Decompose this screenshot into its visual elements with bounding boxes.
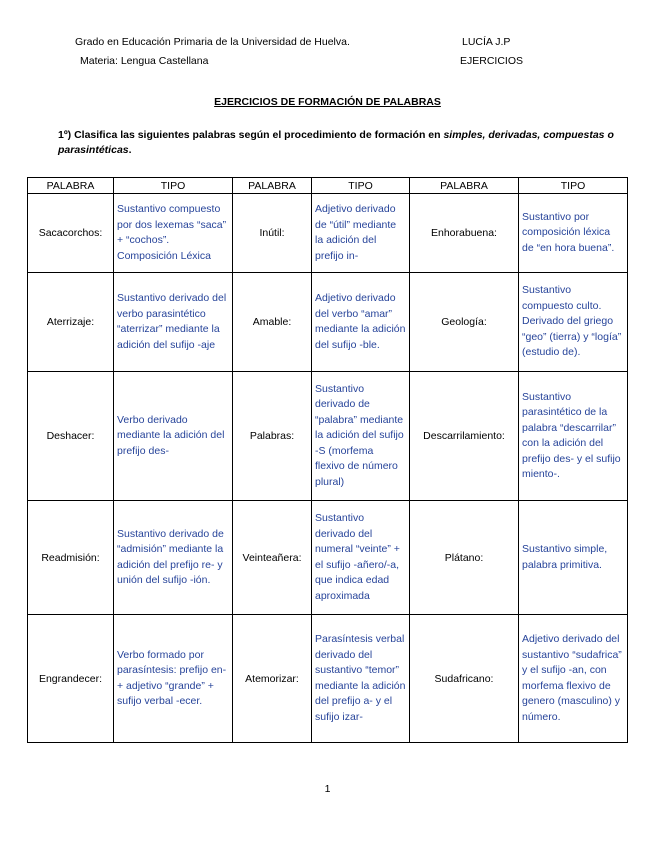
table-row <box>28 372 628 501</box>
type-cell: Sustantivo compuesto por dos lexemas “saca” + “cochos”. Composición Léxica <box>114 194 233 273</box>
type-cell: Sustantivo derivado del numeral “veinte” + el sufijo -añero/-a, que indica edad aproximada <box>312 501 410 615</box>
table-row <box>28 615 628 743</box>
word-cell: Deshacer: <box>28 372 114 501</box>
type-cell: Sustantivo derivado del verbo parasintético “aterrizar” mediante la adición del sufijo -aje <box>114 273 233 372</box>
word-cell: Sudafricano: <box>410 615 519 743</box>
header-tipo: TIPO <box>114 178 233 194</box>
type-cell: Sustantivo derivado de “palabra” mediante la adición del sufijo -S (morfema flexivo de número plural) <box>312 372 410 501</box>
word-cell: Engrandecer: <box>28 615 114 743</box>
table-row <box>28 194 628 273</box>
table-header-row <box>28 178 628 194</box>
page-number: 1 <box>324 783 331 795</box>
type-cell: Verbo formado por parasíntesis: prefijo en- + adjetivo “grande” + sufijo verbal -ecer. <box>114 615 233 743</box>
instruction-terms: simples, derivadas, compuestas o parasintéticas <box>58 129 614 156</box>
header-palabra: PALABRA <box>410 178 519 194</box>
header-author: LUCÍA J.P <box>462 36 511 48</box>
instruction-suffix: . <box>128 144 132 156</box>
exercise-instruction <box>58 128 618 158</box>
type-cell: Sustantivo compuesto culto. Derivado del griego “geo” (tierra) y “logía” (estudio de). <box>519 273 628 372</box>
word-cell: Atemorizar: <box>233 615 312 743</box>
header-palabra: PALABRA <box>233 178 312 194</box>
header-tipo: TIPO <box>312 178 410 194</box>
header-subject: Materia: Lengua Castellana <box>80 55 209 67</box>
type-cell: Sustantivo por composición léxica de “en hora buena”. <box>519 194 628 273</box>
word-cell: Aterrizaje: <box>28 273 114 372</box>
type-cell: Sustantivo parasintético de la palabra “descarrilar” con la adición del prefijo des- y el sufijo miento-. <box>519 372 628 501</box>
word-formation-table <box>27 177 628 743</box>
word-cell: Veinteañera: <box>233 501 312 615</box>
word-cell: Amable: <box>233 273 312 372</box>
type-cell: Verbo derivado mediante la adición del prefijo des- <box>114 372 233 501</box>
table-row <box>28 501 628 615</box>
header-palabra: PALABRA <box>28 178 114 194</box>
word-cell: Plátano: <box>410 501 519 615</box>
type-cell: Sustantivo derivado de “admisión” mediante la adición del prefijo re- y unión del sufijo -ión. <box>114 501 233 615</box>
type-cell: Parasíntesis verbal derivado del sustantivo “temor” mediante la adición del prefijo a- y el sufijo izar- <box>312 615 410 743</box>
word-cell: Readmisión: <box>28 501 114 615</box>
header-tipo: TIPO <box>519 178 628 194</box>
word-cell: Enhorabuena: <box>410 194 519 273</box>
word-cell: Inútil: <box>233 194 312 273</box>
table-row <box>28 273 628 372</box>
word-cell: Descarrilamiento: <box>410 372 519 501</box>
header-institution: Grado en Educación Primaria de la Universidad de Huelva. <box>75 36 350 48</box>
word-cell: Sacacorchos: <box>28 194 114 273</box>
type-cell: Adjetivo derivado del sustantivo “sudafrica” y el sufijo -an, con morfema flexivo de genero (masculino) y número. <box>519 615 628 743</box>
type-cell: Adjetivo derivado del verbo “amar” mediante la adición del sufijo -ble. <box>312 273 410 372</box>
header-doc-type: EJERCICIOS <box>460 55 524 67</box>
word-cell: Palabras: <box>233 372 312 501</box>
type-cell: Adjetivo derivado de “útil” mediante la adición del prefijo in- <box>312 194 410 273</box>
type-cell: Sustantivo simple, palabra primitiva. <box>519 501 628 615</box>
instruction-prefix: 1º) Clasifica las siguientes palabras según el procedimiento de formación en <box>58 129 444 141</box>
word-cell: Geología: <box>410 273 519 372</box>
page-title: EJERCICIOS DE FORMACIÓN DE PALABRAS <box>214 96 441 108</box>
